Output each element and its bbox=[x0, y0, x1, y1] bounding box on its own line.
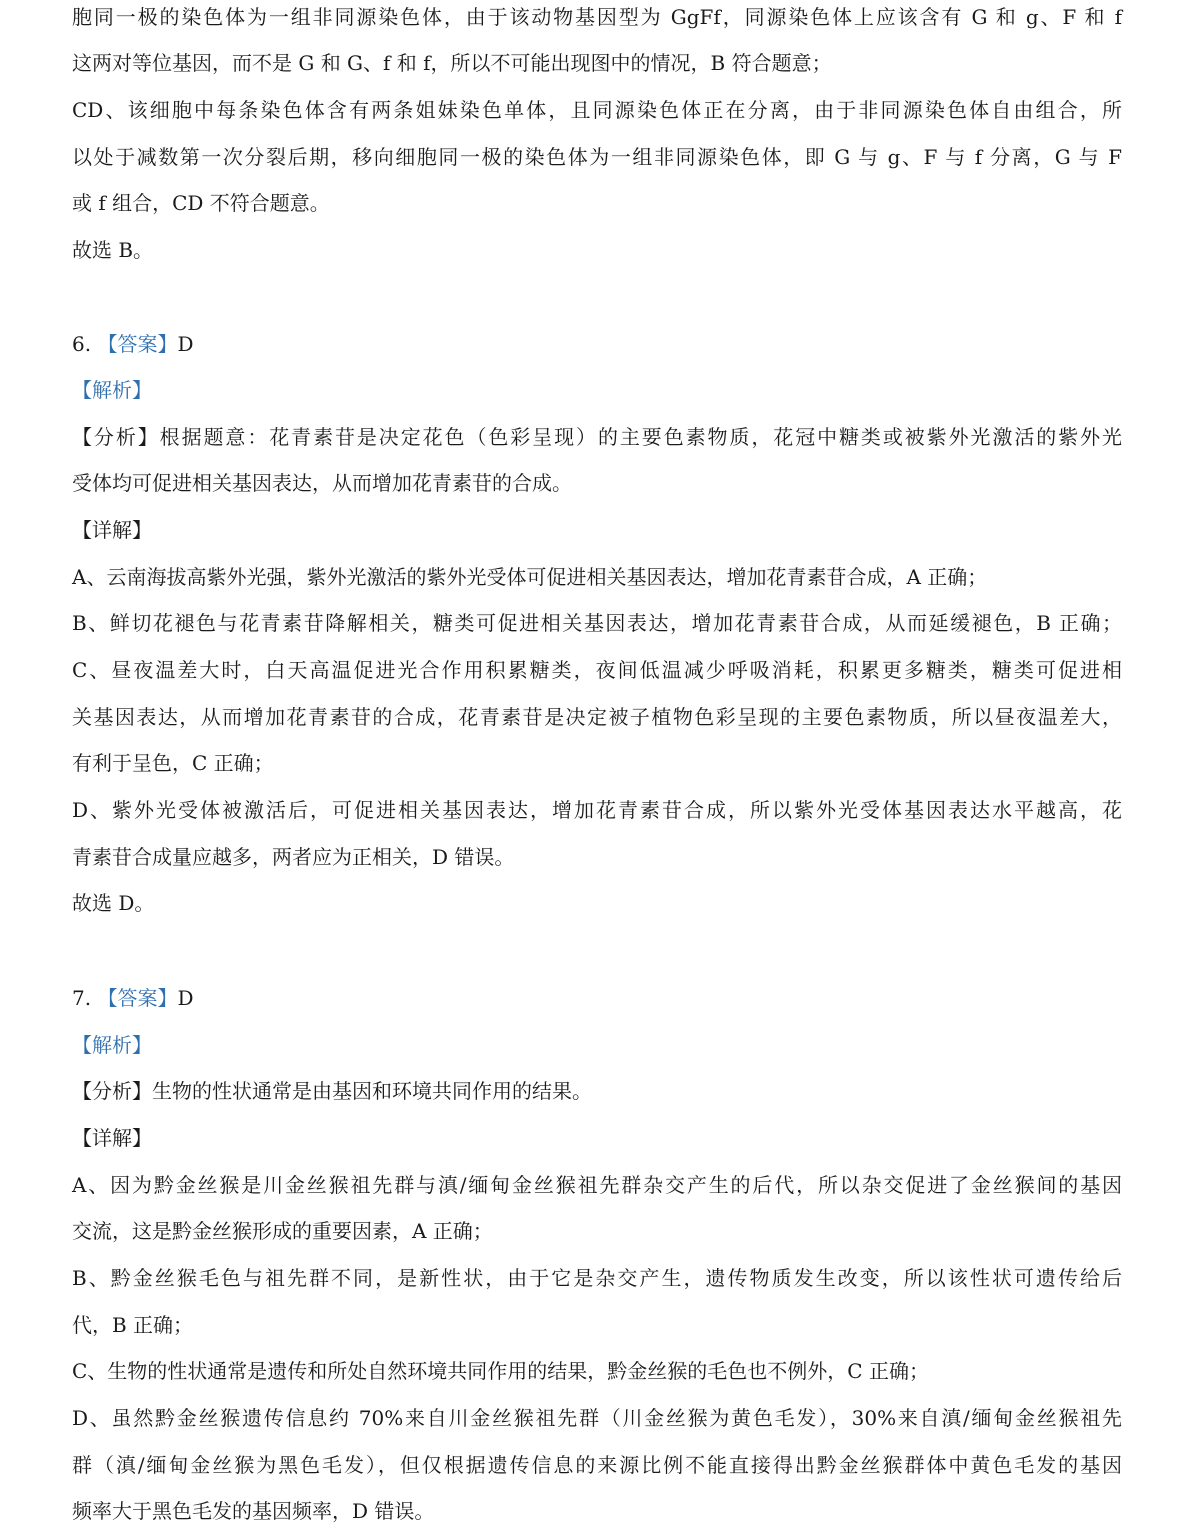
text-line: 【分析】根据题意：花青素苷是决定花色（色彩呈现）的主要色素物质，花冠中糖类或被紫外光激活的紫外光 bbox=[72, 425, 1122, 449]
text-line: C、昼夜温差大时，白天高温促进光合作用积累糖类，夜间低温减少呼吸消耗，积累更多糖类，糖类可促进相 bbox=[72, 658, 1122, 682]
text-line: 交流，这是黔金丝猴形成的重要因素，A 正确； bbox=[72, 1219, 493, 1243]
text-line: 受体均可促进相关基因表达，从而增加花青素苷的合成。 bbox=[72, 471, 572, 495]
answer-tag: 【答案】 bbox=[97, 332, 178, 356]
answer-value: D bbox=[177, 332, 194, 356]
text-line: 【详解】 bbox=[72, 1126, 152, 1150]
text-line: 有利于呈色，C 正确； bbox=[72, 751, 274, 775]
text-line: A、因为黔金丝猴是川金丝猴祖先群与滇/缅甸金丝猴祖先群杂交产生的后代，所以杂交促进了金丝猴间的基因 bbox=[72, 1173, 1122, 1197]
text-line: D、虽然黔金丝猴遗传信息约 70%来自川金丝猴祖先群（川金丝猴为黄色毛发），30%来自滇/缅甸金丝猴祖先 bbox=[72, 1406, 1122, 1430]
question-number: 6. bbox=[72, 332, 98, 356]
text-line: A、云南海拔高紫外光强，紫外光激活的紫外光受体可促进相关基因表达，增加花青素苷合成，A 正确； bbox=[72, 565, 988, 589]
text-line: 【详解】 bbox=[72, 518, 152, 542]
text-line: 这两对等位基因，而不是 G 和 G、f 和 f，所以不可能出现图中的情况，B 符合题意； bbox=[72, 51, 832, 75]
text-line: C、生物的性状通常是遗传和所处自然环境共同作用的结果，黔金丝猴的毛色也不例外，C 正确； bbox=[72, 1359, 929, 1383]
text-line: B、黔金丝猴毛色与祖先群不同，是新性状，由于它是杂交产生，遗传物质发生改变，所以该性状可遗传给后 bbox=[72, 1266, 1122, 1290]
text-line: 故选 B。 bbox=[72, 238, 154, 262]
text-line: 频率大于黑色毛发的基因频率，D 错误。 bbox=[72, 1499, 435, 1523]
answer-value: D bbox=[177, 986, 194, 1010]
text-line: 代，B 正确； bbox=[72, 1313, 194, 1337]
text-line: 故选 D。 bbox=[72, 891, 155, 915]
text-line: 群（滇/缅甸金丝猴为黑色毛发），但仅根据遗传信息的来源比例不能直接得出黔金丝猴群体中黄色毛发的基因 bbox=[72, 1453, 1122, 1477]
text-line: D、紫外光受体被激活后，可促进相关基因表达，增加花青素苷合成，所以紫外光受体基因表达水平越高，花 bbox=[72, 798, 1122, 822]
text-line: 青素苷合成量应越多，两者应为正相关，D 错误。 bbox=[72, 845, 515, 869]
answer-line bbox=[72, 330, 1122, 358]
text-line: CD、该细胞中每条染色体含有两条姐妹染色单体，且同源染色体正在分离，由于非同源染色体自由组合，所 bbox=[72, 98, 1122, 122]
text-line: 或 f 组合，CD 不符合题意。 bbox=[72, 191, 330, 215]
question-number: 7. bbox=[72, 986, 98, 1010]
text-line: B、鲜切花褪色与花青素苷降解相关，糖类可促进相关基因表达，增加花青素苷合成，从而延缓褪色，B 正确； bbox=[72, 611, 1122, 635]
text-line: 关基因表达，从而增加花青素苷的合成，花青素苷是决定被子植物色彩呈现的主要色素物质，所以昼夜温差大， bbox=[72, 705, 1122, 729]
analysis-tag: 【解析】 bbox=[72, 1033, 152, 1057]
text-line: 胞同一极的染色体为一组非同源染色体，由于该动物基因型为 GgFf，同源染色体上应该含有 G 和 g、F 和 f bbox=[72, 5, 1122, 29]
text-line: 【分析】生物的性状通常是由基因和环境共同作用的结果。 bbox=[72, 1079, 592, 1103]
answer-line bbox=[72, 984, 1122, 1012]
answer-tag: 【答案】 bbox=[97, 986, 178, 1010]
text-line: 以处于减数第一次分裂后期，移向细胞同一极的染色体为一组非同源染色体，即 G 与 g、F 与 f 分离，G 与 F bbox=[72, 145, 1122, 169]
analysis-tag: 【解析】 bbox=[72, 378, 152, 402]
